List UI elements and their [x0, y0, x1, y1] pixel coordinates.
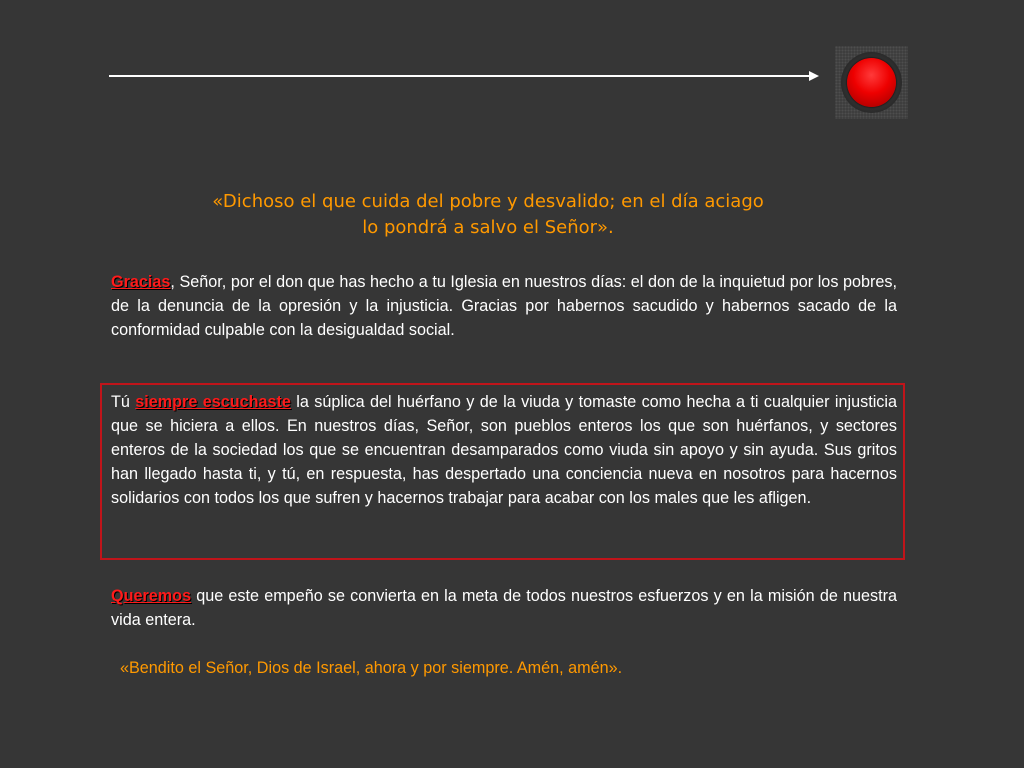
paragraph-gracias	[111, 270, 897, 342]
quote-line-1: «Dichoso el que cuida del pobre y desvalido; en el día aciago	[212, 191, 764, 212]
quote-line-2: lo pondrá a salvo el Señor».	[362, 217, 614, 238]
paragraph-queremos-text: que este empeño se convierta en la meta de todos nuestros esfuerzos y en la misión de nuestra vida entera.	[111, 587, 897, 629]
closing-quote: «Bendito el Señor, Dios de Israel, ahora y por siempre. Amén, amén».	[120, 659, 623, 677]
record-button-dot	[847, 58, 896, 107]
highlight-gracias: Gracias	[111, 273, 171, 291]
paragraph-queremos	[111, 584, 897, 632]
highlight-siempre-escuchaste: siempre escuchaste	[135, 393, 291, 411]
right-arrow-line-icon	[109, 75, 811, 77]
quote-title	[110, 189, 866, 241]
paragraph-siempre-escuchaste	[111, 390, 897, 510]
highlight-queremos: Queremos	[111, 587, 192, 605]
arrow-head-icon	[809, 71, 819, 81]
paragraph-gracias-text: , Señor, por el don que has hecho a tu Iglesia en nuestros días: el don de la inquietud por los pobres, de la denuncia de la opresión y la injusticia. Gracias por habernos sacudido y habernos sacado de la conformidad culpable con la desigualdad social.	[111, 273, 897, 339]
paragraph-lead: Tú	[111, 393, 136, 411]
paragraph-siempre-text: la súplica del huérfano y de la viuda y tomaste como hecha a ti cualquier injusticia que se hiciera a ellos. En nuestros días, Señor, son pueblos enteros los que son huérfanos, y sectores enteros de la sociedad los que se encuentran desamparados como viuda sin apoyo y sin ayuda. Sus gritos han llegado hasta ti, y tú, en respuesta, has despertado una conciencia nueva en nosotros para hacernos solidarios con todos los que sufren y hacernos trabajar para acabar con los males que les afligen.	[111, 393, 897, 507]
red-record-button-icon[interactable]	[835, 46, 908, 119]
